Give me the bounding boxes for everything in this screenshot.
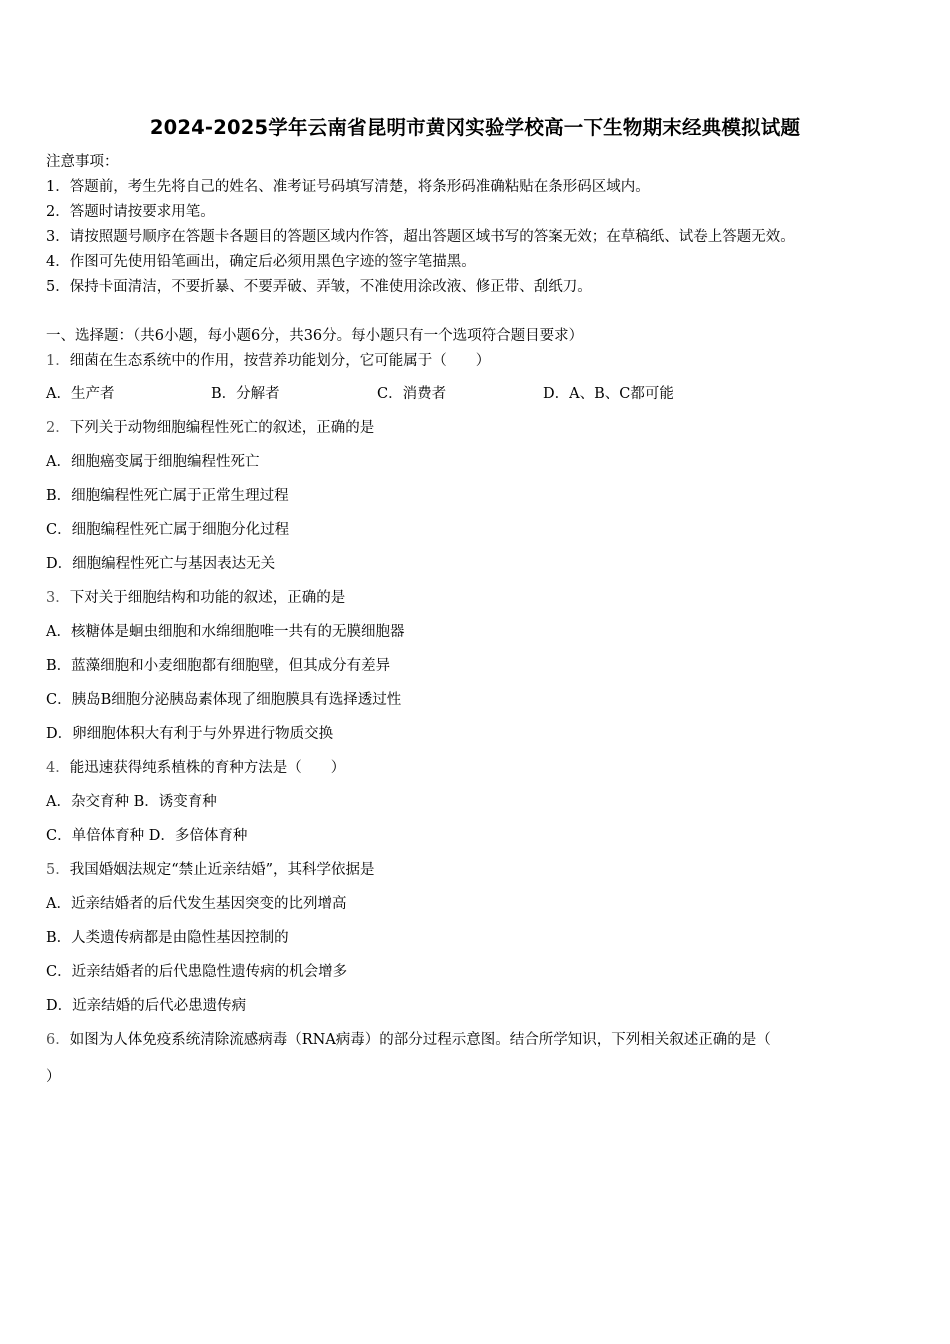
question-3-option-a: A．核糖体是蛔虫细胞和水绵细胞唯一共有的无膜细胞器: [46, 624, 405, 640]
notice-item-2: 2．答题时请按要求用笔。: [46, 204, 215, 220]
question-number: 3．: [46, 590, 70, 606]
question-4: [46, 758, 345, 778]
question-1: [46, 351, 490, 371]
question-number: 4．: [46, 760, 70, 776]
question-3: [46, 588, 345, 608]
question-5-option-b: B．人类遗传病都是由隐性基因控制的: [46, 930, 289, 946]
option-c: C．消费者: [377, 386, 447, 402]
question-5-option-d: D．近亲结婚的后代必患遗传病: [46, 998, 247, 1014]
option-d: D．A、B、C都可能: [543, 386, 674, 402]
question-4-options-ab: A．杂交育种 B．诱变育种: [46, 794, 217, 810]
question-2-option-d: D．细胞编程性死亡与基因表达无关: [46, 556, 276, 572]
question-3-option-c: C．胰岛B细胞分泌胰岛素体现了细胞膜具有选择透过性: [46, 692, 402, 708]
question-2: [46, 418, 374, 438]
notice-item-1: 1．答题前，考生先将自己的姓名、准考证号码填写清楚，将条形码准确粘贴在条形码区域内。: [46, 179, 650, 195]
section-heading: 一、选择题：（共6小题，每小题6分，共36分。每小题只有一个选项符合题目要求）: [46, 328, 584, 344]
exam-title: 2024-2025学年云南省昆明市黄冈实验学校高一下生物期末经典模拟试题: [149, 116, 801, 139]
question-stem: 下对关于细胞结构和功能的叙述，正确的是: [69, 590, 346, 606]
question-stem: 细菌在生态系统中的作用，按营养功能划分，它可能属于（ ）: [69, 353, 491, 369]
option-b: B．分解者: [211, 386, 280, 402]
question-stem: 如图为人体免疫系统清除流感病毒（RNA病毒）的部分过程示意图。结合所学知识，下列相关叙述正确的是（: [69, 1032, 771, 1048]
question-2-option-c: C．细胞编程性死亡属于细胞分化过程: [46, 522, 290, 538]
notice-heading: 注意事项：: [46, 154, 119, 170]
question-6-stem-continuation: ）: [46, 1069, 61, 1085]
notice-item-5: 5．保持卡面清洁，不要折暴、不要弄破、弄皱，不准使用涂改液、修正带、刮纸刀。: [46, 279, 592, 295]
question-4-options-cd: C．单倍体育种 D．多倍体育种: [46, 828, 248, 844]
question-2-option-b: B．细胞编程性死亡属于正常生理过程: [46, 488, 289, 504]
question-5-option-c: C．近亲结婚者的后代患隐性遗传病的机会增多: [46, 964, 348, 980]
question-number: 1．: [46, 353, 70, 369]
notice-item-4: 4．作图可先使用铅笔画出，确定后必须用黑色字迹的签字笔描黑。: [46, 254, 476, 270]
question-5-option-a: A．近亲结婚者的后代发生基因突变的比列增高: [46, 896, 347, 912]
question-number: 2．: [46, 420, 70, 436]
question-2-option-a: A．细胞癌变属于细胞编程性死亡: [46, 454, 260, 470]
option-a: A．生产者: [46, 386, 115, 402]
question-stem: 我国婚姻法规定“禁止近亲结婚”，其科学依据是: [69, 862, 375, 878]
question-number: 5．: [46, 862, 70, 878]
question-6: [46, 1030, 771, 1050]
notice-item-3: 3．请按照题号顺序在答题卡各题目的答题区域内作答，超出答题区域书写的答案无效；在草稿纸、试卷上答题无效。: [46, 229, 795, 245]
question-stem: 能迅速获得纯系植株的育种方法是（ ）: [69, 760, 346, 776]
question-5: [46, 860, 375, 880]
question-stem: 下列关于动物细胞编程性死亡的叙述，正确的是: [69, 420, 375, 436]
question-number: 6．: [46, 1032, 70, 1048]
question-3-option-d: D．卵细胞体积大有利于与外界进行物质交换: [46, 726, 334, 742]
question-3-option-b: B．蓝藻细胞和小麦细胞都有细胞壁，但其成分有差异: [46, 658, 391, 674]
